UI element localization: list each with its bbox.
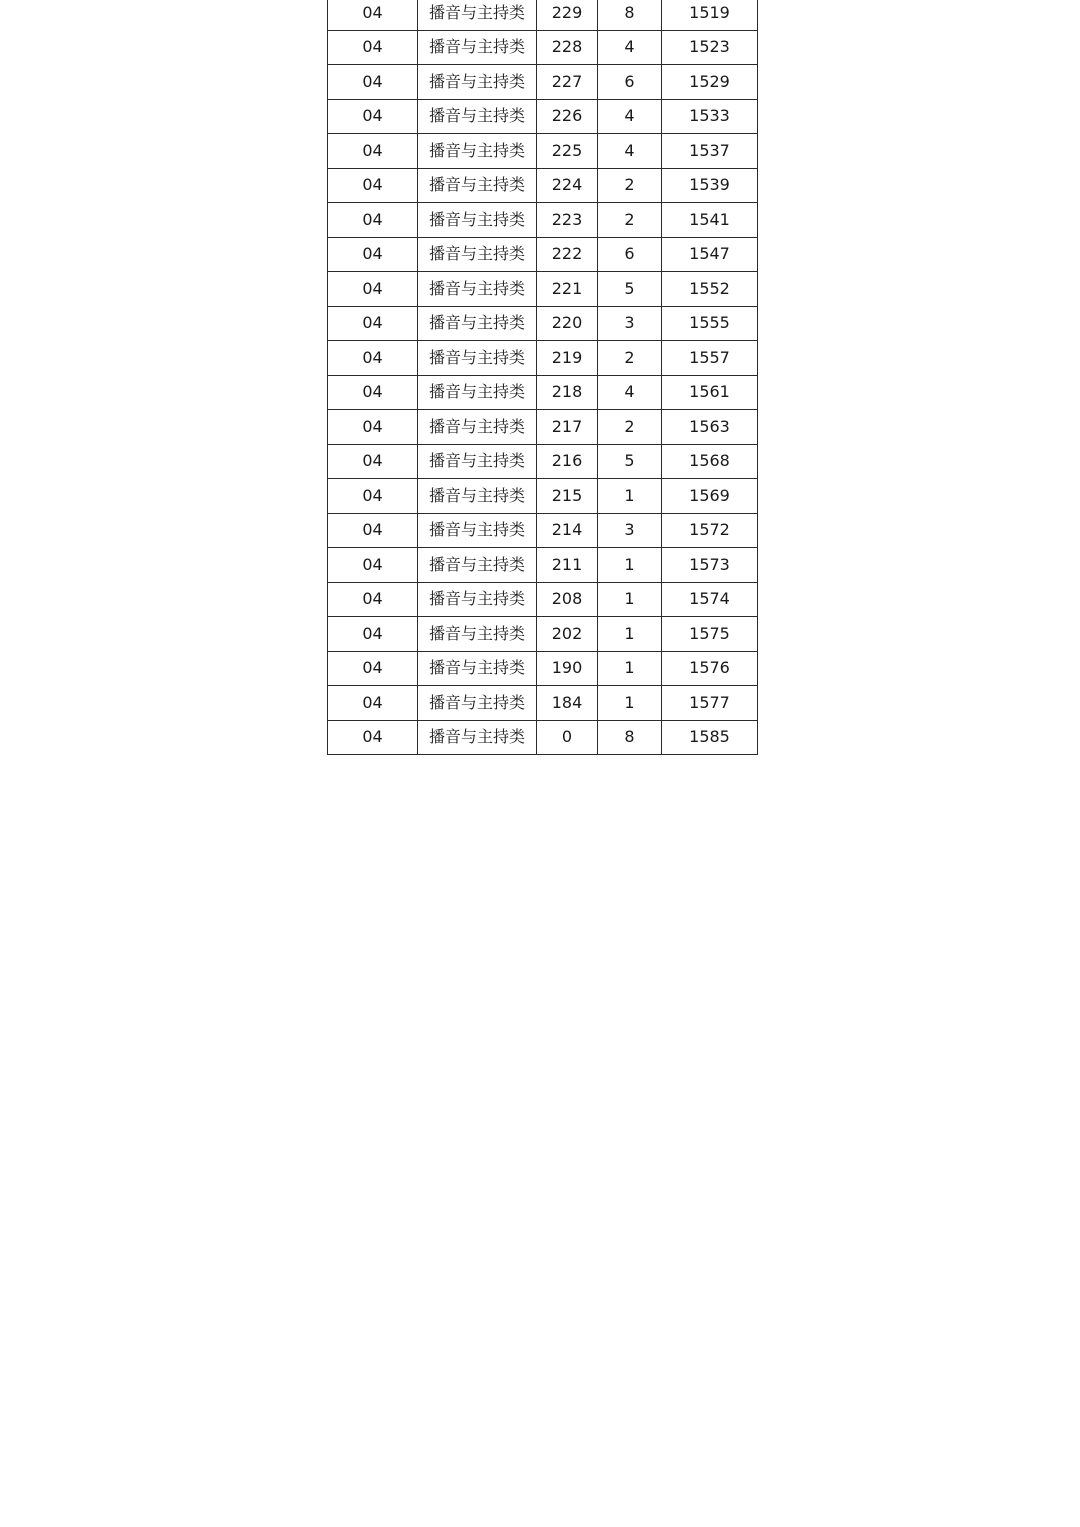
table-row: [328, 479, 758, 514]
table-row: [328, 651, 758, 686]
category-code-cell: 04: [328, 272, 418, 307]
category-code-cell: 04: [328, 548, 418, 583]
category-name-cell: 播音与主持类: [418, 617, 537, 652]
table-row: [328, 375, 758, 410]
score-cell: 229: [537, 0, 598, 30]
table-row: [328, 99, 758, 134]
category-code-cell: 04: [328, 341, 418, 376]
score-cell: 222: [537, 237, 598, 272]
count-cell: 6: [598, 237, 662, 272]
category-code-cell: 04: [328, 65, 418, 100]
category-name-cell: 播音与主持类: [418, 479, 537, 514]
count-cell: 1: [598, 479, 662, 514]
cumulative-cell: 1574: [662, 582, 758, 617]
category-code-cell: 04: [328, 203, 418, 238]
category-name-cell: 播音与主持类: [418, 237, 537, 272]
count-cell: 2: [598, 410, 662, 445]
score-cell: 217: [537, 410, 598, 445]
cumulative-cell: 1519: [662, 0, 758, 30]
category-code-cell: 04: [328, 306, 418, 341]
count-cell: 1: [598, 686, 662, 721]
count-cell: 5: [598, 272, 662, 307]
category-name-cell: 播音与主持类: [418, 306, 537, 341]
table-row: [328, 203, 758, 238]
score-cell: 225: [537, 134, 598, 169]
category-name-cell: 播音与主持类: [418, 168, 537, 203]
cumulative-cell: 1537: [662, 134, 758, 169]
count-cell: 1: [598, 617, 662, 652]
score-cell: 218: [537, 375, 598, 410]
cumulative-cell: 1541: [662, 203, 758, 238]
cumulative-cell: 1552: [662, 272, 758, 307]
category-name-cell: 播音与主持类: [418, 410, 537, 445]
score-cell: 226: [537, 99, 598, 134]
cumulative-cell: 1529: [662, 65, 758, 100]
category-code-cell: 04: [328, 617, 418, 652]
category-code-cell: 04: [328, 410, 418, 445]
count-cell: 4: [598, 99, 662, 134]
table-row: [328, 168, 758, 203]
category-name-cell: 播音与主持类: [418, 99, 537, 134]
table-row: [328, 410, 758, 445]
category-name-cell: 播音与主持类: [418, 65, 537, 100]
category-code-cell: 04: [328, 582, 418, 617]
score-cell: 224: [537, 168, 598, 203]
table-row: [328, 30, 758, 65]
category-name-cell: 播音与主持类: [418, 0, 537, 30]
category-code-cell: 04: [328, 168, 418, 203]
category-code-cell: 04: [328, 99, 418, 134]
cumulative-cell: 1572: [662, 513, 758, 548]
score-cell: 211: [537, 548, 598, 583]
count-cell: 1: [598, 548, 662, 583]
category-name-cell: 播音与主持类: [418, 272, 537, 307]
cumulative-cell: 1573: [662, 548, 758, 583]
count-cell: 4: [598, 134, 662, 169]
table-body: [328, 0, 758, 755]
count-cell: 4: [598, 375, 662, 410]
category-name-cell: 播音与主持类: [418, 134, 537, 169]
table-row: [328, 237, 758, 272]
score-cell: 216: [537, 444, 598, 479]
table-row: [328, 686, 758, 721]
category-code-cell: 04: [328, 720, 418, 755]
cumulative-cell: 1563: [662, 410, 758, 445]
table-row: [328, 306, 758, 341]
count-cell: 3: [598, 306, 662, 341]
table-row: [328, 720, 758, 755]
table-row: [328, 444, 758, 479]
category-name-cell: 播音与主持类: [418, 548, 537, 583]
score-cell: 214: [537, 513, 598, 548]
table-row: [328, 272, 758, 307]
count-cell: 3: [598, 513, 662, 548]
count-cell: 5: [598, 444, 662, 479]
count-cell: 1: [598, 651, 662, 686]
category-name-cell: 播音与主持类: [418, 203, 537, 238]
category-code-cell: 04: [328, 479, 418, 514]
table-row: [328, 134, 758, 169]
category-code-cell: 04: [328, 237, 418, 272]
category-code-cell: 04: [328, 651, 418, 686]
category-name-cell: 播音与主持类: [418, 513, 537, 548]
cumulative-cell: 1533: [662, 99, 758, 134]
score-cell: 220: [537, 306, 598, 341]
score-cell: 228: [537, 30, 598, 65]
category-name-cell: 播音与主持类: [418, 582, 537, 617]
category-name-cell: 播音与主持类: [418, 651, 537, 686]
score-cell: 227: [537, 65, 598, 100]
category-code-cell: 04: [328, 134, 418, 169]
score-distribution-table: [327, 0, 758, 755]
cumulative-cell: 1557: [662, 341, 758, 376]
table-row: [328, 0, 758, 30]
category-name-cell: 播音与主持类: [418, 30, 537, 65]
score-cell: 215: [537, 479, 598, 514]
cumulative-cell: 1547: [662, 237, 758, 272]
cumulative-cell: 1569: [662, 479, 758, 514]
category-code-cell: 04: [328, 513, 418, 548]
category-name-cell: 播音与主持类: [418, 375, 537, 410]
cumulative-cell: 1523: [662, 30, 758, 65]
table-row: [328, 548, 758, 583]
category-code-cell: 04: [328, 375, 418, 410]
score-cell: 0: [537, 720, 598, 755]
count-cell: 2: [598, 168, 662, 203]
count-cell: 4: [598, 30, 662, 65]
score-cell: 219: [537, 341, 598, 376]
count-cell: 2: [598, 203, 662, 238]
cumulative-cell: 1561: [662, 375, 758, 410]
category-code-cell: 04: [328, 444, 418, 479]
count-cell: 2: [598, 341, 662, 376]
cumulative-cell: 1555: [662, 306, 758, 341]
category-code-cell: 04: [328, 0, 418, 30]
score-cell: 184: [537, 686, 598, 721]
table-row: [328, 65, 758, 100]
count-cell: 6: [598, 65, 662, 100]
category-name-cell: 播音与主持类: [418, 686, 537, 721]
score-cell: 190: [537, 651, 598, 686]
table-row: [328, 341, 758, 376]
count-cell: 1: [598, 582, 662, 617]
count-cell: 8: [598, 720, 662, 755]
table-row: [328, 582, 758, 617]
score-cell: 221: [537, 272, 598, 307]
category-name-cell: 播音与主持类: [418, 444, 537, 479]
cumulative-cell: 1575: [662, 617, 758, 652]
category-code-cell: 04: [328, 686, 418, 721]
category-name-cell: 播音与主持类: [418, 720, 537, 755]
score-cell: 202: [537, 617, 598, 652]
category-name-cell: 播音与主持类: [418, 341, 537, 376]
cumulative-cell: 1539: [662, 168, 758, 203]
table-row: [328, 513, 758, 548]
count-cell: 8: [598, 0, 662, 30]
category-code-cell: 04: [328, 30, 418, 65]
score-cell: 208: [537, 582, 598, 617]
score-cell: 223: [537, 203, 598, 238]
cumulative-cell: 1577: [662, 686, 758, 721]
cumulative-cell: 1568: [662, 444, 758, 479]
cumulative-cell: 1585: [662, 720, 758, 755]
table-row: [328, 617, 758, 652]
cumulative-cell: 1576: [662, 651, 758, 686]
